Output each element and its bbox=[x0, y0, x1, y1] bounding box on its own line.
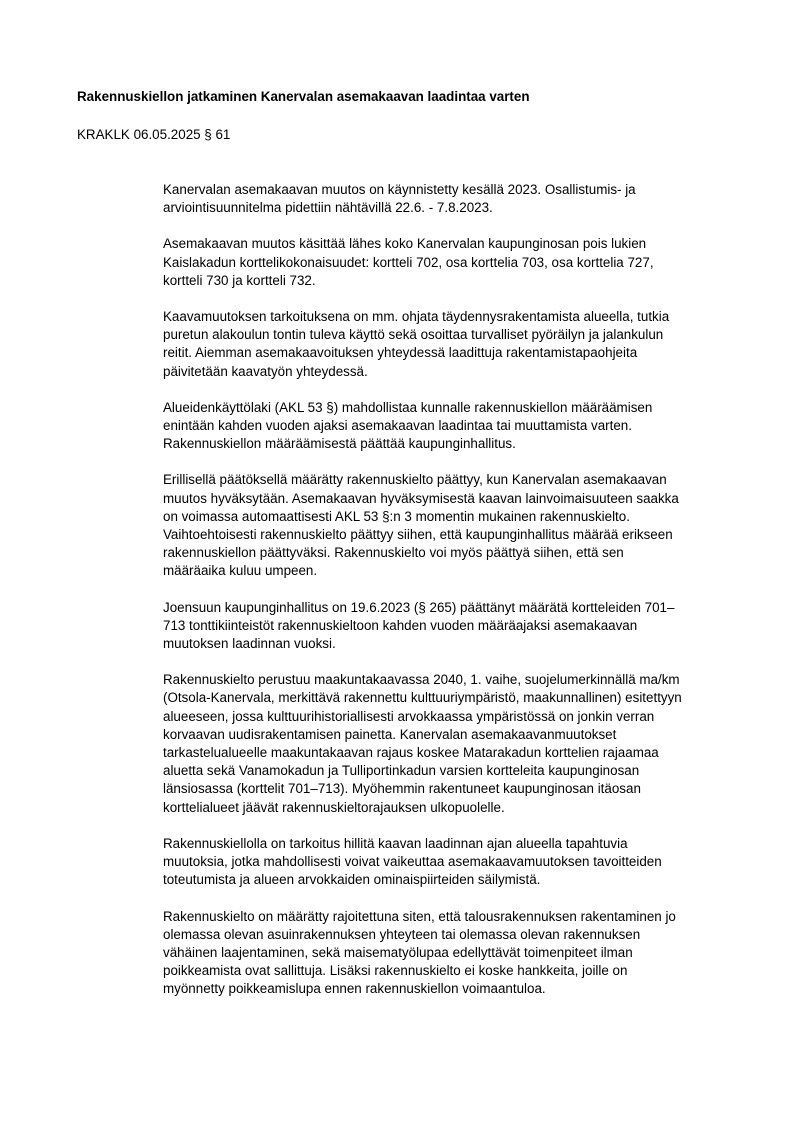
text-line: Kanervalan asemakaavan muutos on käynnistetty kesällä 2023. Osallistumis- ja bbox=[163, 182, 636, 197]
document-title: Rakennuskiellon jatkaminen Kanervalan asemakaavan laadintaa varten bbox=[77, 89, 530, 104]
text-line: tarkastelualueelle maakuntakaavan rajaus koskee Matarakadun korttelien rajaamaa bbox=[163, 745, 659, 761]
text-line: kortteli 730 ja kortteli 732. bbox=[163, 272, 316, 288]
text-line: Kaislakadun korttelikokonaisuudet: kortteli 702, osa korttelia 703, osa korttelia 727, bbox=[163, 254, 654, 270]
text-line: korvaavan uudisrakentamisen painetta. Kanervalan asemakaavanmuutokset bbox=[163, 726, 617, 742]
text-line: olemassa olevan asuinrakennuksen yhteyteen tai olemassa olevan rakennuksen bbox=[163, 926, 641, 942]
paragraph-previous-decision bbox=[163, 599, 743, 654]
text-line: myönnetty poikkeamislupa ennen rakennuskiellon voimaantuloa. bbox=[163, 981, 546, 997]
text-line: aluetta sekä Vanamokadun ja Tulliportinkadun varsien kortteleita kaupunginosan bbox=[163, 763, 640, 779]
text-line: Joensuun kaupunginhallitus on 19.6.2023 (§ 265) päättänyt määrätä kortteleiden 701– bbox=[163, 599, 675, 615]
paragraph-ban-ending bbox=[163, 471, 743, 580]
text-line: Vaihtoehtoisesti rakennuskielto päättyy siihen, että kaupunginhallitus määrää erikseen bbox=[163, 527, 673, 543]
text-line: 713 tonttikiinteistöt rakennuskieltoon kahden vuoden määräajaksi asemakaavan bbox=[163, 617, 638, 633]
text-line: rakennuskiellon päättyväksi. Rakennuskielto voi myös päättyä siihen, että sen bbox=[163, 545, 624, 561]
text-line: poikkeamista ovat sallittuja. Lisäksi rakennuskielto ei koske hankkeita, joille on bbox=[163, 963, 628, 979]
text-line: Kaavamuutoksen tarkoituksena on mm. ohjata täydennysrakentamista alueella, tutkia bbox=[163, 309, 670, 325]
text-line: enintään kahden vuoden ajaksi asemakaavan laadintaa tai muuttamista varten. bbox=[163, 418, 632, 434]
text-line: Rakennuskielto on määrätty rajoitettuna siten, että talousrakennuksen rakentaminen jo bbox=[163, 908, 676, 924]
text-line: muutos hyväksytään. Asemakaavan hyväksymisestä kaavan lainvoimaisuuteen saakka bbox=[163, 490, 679, 506]
text-line: toteutumista ja alueen arvokkaiden ominaispiirteiden säilymistä. bbox=[163, 872, 541, 888]
text-line: (Otsola-Kanervala, merkittävä rakennettu kulttuuriympäristö, maakunnallinen) esitettyyn bbox=[163, 690, 682, 706]
text-line: länsiosassa (korttelit 701–713). Myöhemmin rakentuneet kaupunginosan itäosan bbox=[163, 781, 641, 797]
text-line: Erillisellä päätöksellä määrätty rakennuskielto päättyy, kun Kanervalan asemakaavan bbox=[163, 472, 667, 488]
paragraph-ban-purpose bbox=[163, 835, 743, 890]
text-line: puretun alakoulun tontin tuleva käyttö sekä osoittaa turvalliset pyöräilyn ja jalankulun bbox=[163, 327, 664, 343]
text-line: Alueidenkäyttölaki (AKL 53 §) mahdollistaa kunnalle rakennuskiellon määräämisen bbox=[163, 399, 653, 415]
paragraph-plan-purpose bbox=[163, 308, 743, 381]
paragraph-ban-restrictions bbox=[163, 908, 743, 999]
text-line: Rakennuskielto perustuu maakuntakaavassa 2040, 1. vaihe, suojelumerkinnällä ma/km bbox=[163, 672, 680, 688]
text-line: korttelialueet jäävät rakennuskieltorajauksen ulkopuolelle. bbox=[163, 799, 505, 815]
text-line: Rakennuskiellon määräämisestä päättää kaupunginhallitus. bbox=[163, 436, 516, 452]
paragraph-plan-area bbox=[163, 235, 743, 290]
text-line: arviointisuunnitelma pidettiin nähtävillä 22.6. - 7.8.2023. bbox=[163, 200, 493, 216]
text-line: Asemakaavan muutos käsittää lähes koko Kanervalan kaupunginosan pois lukien bbox=[163, 236, 647, 252]
meeting-reference: KRAKLK 06.05.2025 § 61 bbox=[77, 127, 231, 142]
paragraph-legal-basis bbox=[163, 399, 743, 454]
text-line: alueeseen, jossa kulttuurihistoriallisesti arvokkaassa ympäristössä on jonkin verran bbox=[163, 708, 655, 724]
text-line: päivitetään kaavatyön yhteydessä. bbox=[163, 363, 368, 379]
document-body bbox=[163, 181, 743, 1017]
text-line: reitit. Aiemman asemakaavoituksen yhteydessä laadittuja rakentamistapaohjeita bbox=[163, 345, 638, 361]
text-line: Rakennuskiellolla on tarkoitus hillitä kaavan laadinnan ajan alueella tapahtuvia bbox=[163, 835, 628, 851]
text-line: muutoksia, jotka mahdollisesti voivat vaikeuttaa asemakaavamuutoksen tavoitteiden bbox=[163, 854, 662, 870]
paragraph-ban-grounds bbox=[163, 671, 743, 817]
text-line: vähäinen laajentaminen, sekä maisematyölupaa edellyttävät toimenpiteet ilman bbox=[163, 944, 633, 960]
paragraph-project-start bbox=[163, 181, 743, 217]
text-line: muutoksen laadinnan vuoksi. bbox=[163, 636, 336, 652]
text-line: määräaika kuluu umpeen. bbox=[163, 563, 318, 579]
text-line: on voimassa automaattisesti AKL 53 §:n 3 momentin mukainen rakennuskielto. bbox=[163, 508, 630, 524]
